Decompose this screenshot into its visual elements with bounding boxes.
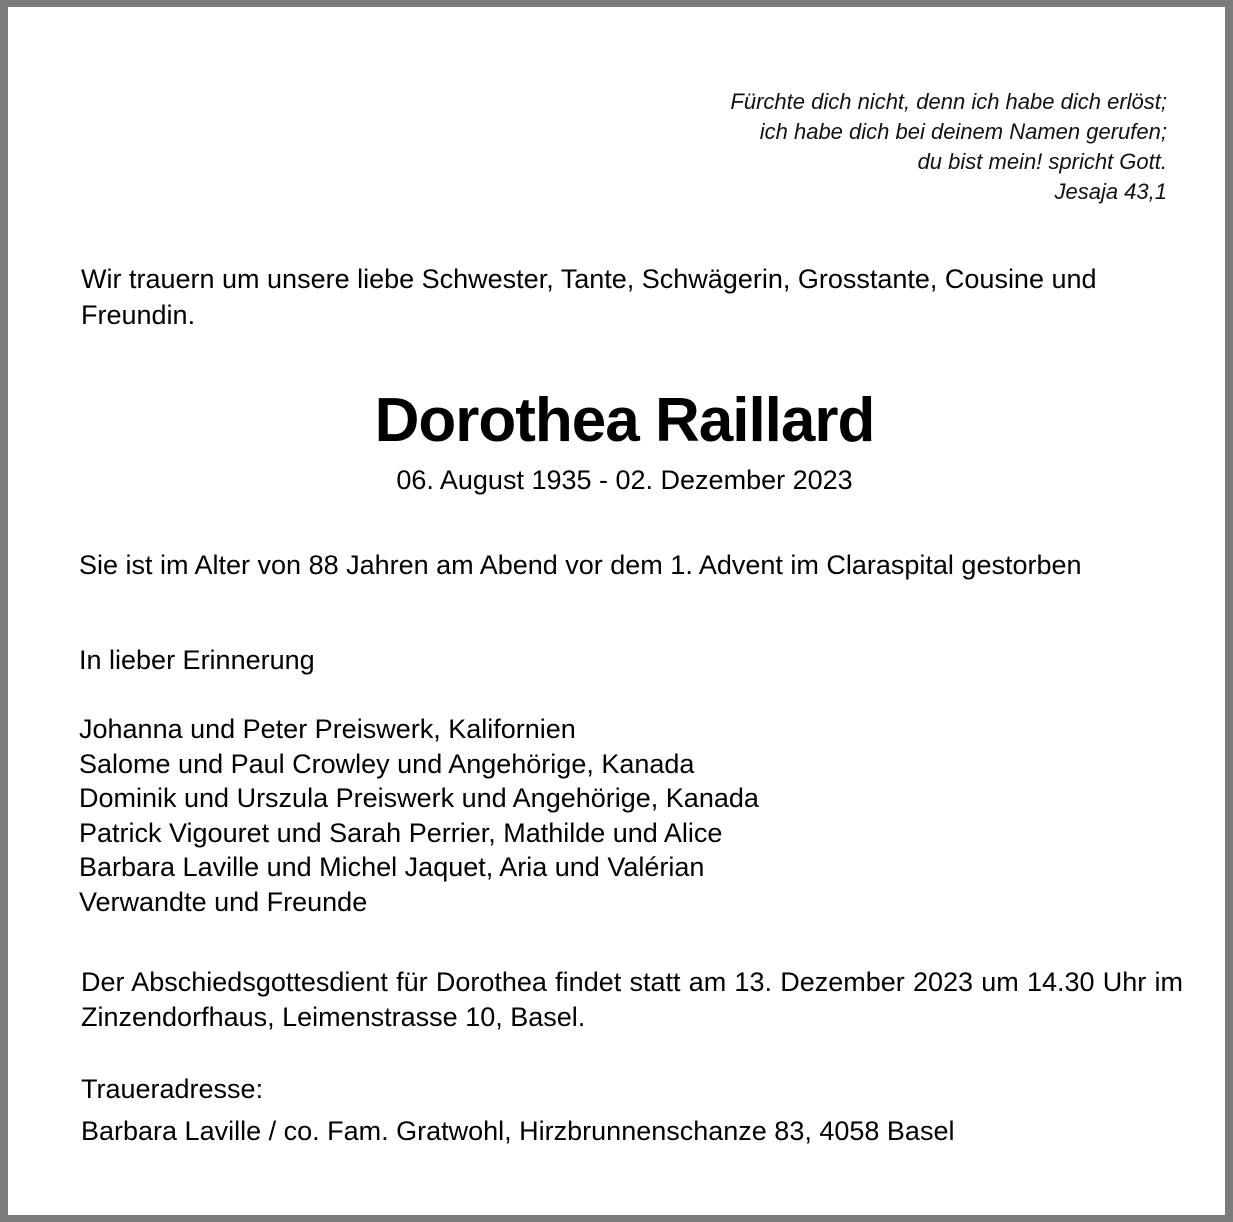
verse-line: ich habe dich bei deinem Namen gerufen; [759, 119, 1167, 144]
memory-heading: In lieber Erinnerung [79, 645, 315, 675]
mourner-entry: Salome und Paul Crowley und Angehörige, Kanada [79, 748, 695, 779]
mourner-entry: Verwandte und Freunde [79, 886, 368, 917]
verse-line: du bist mein! spricht Gott. [917, 149, 1167, 174]
mourner-entry: Barbara Laville und Michel Jaquet, Aria und Valérian [79, 852, 705, 882]
death-note: Sie ist im Alter von 88 Jahren am Abend vor dem 1. Advent im Claraspital gestorben [79, 550, 1082, 580]
deceased-name: Dorothea Raillard [374, 386, 875, 455]
mourner-entry: Patrick Vigouret und Sarah Perrier, Mathilde und Alice [79, 817, 723, 848]
life-dates: 06. August 1935 - 02. Dezember 2023 [396, 465, 853, 495]
bible-verse [730, 87, 1167, 207]
intro-text: Wir trauern um unsere liebe Schwester, Tante, Schwägerin, Grosstante, Cousine und Freundin. [81, 264, 1097, 330]
mourners-list [79, 712, 759, 919]
mourner-entry: Johanna und Peter Preiswerk, Kalifornien [79, 714, 576, 744]
verse-reference: Jesaja 43,1 [1054, 179, 1167, 204]
mourning-address: Barbara Laville / co. Fam. Gratwohl, Hirzbrunnenschanze 83, 4058 Basel [81, 1116, 955, 1146]
verse-line: Fürchte dich nicht, denn ich habe dich erlöst; [730, 89, 1167, 114]
service-details: Der Abschiedsgottesdient für Dorothea findet statt am 13. Dezember 2023 um 14.30 Uhr im Zinzendorfhaus, Leimenstrasse 10, Basel. [81, 967, 1183, 1032]
address-label: Traueradresse: [81, 1074, 264, 1104]
mourner-entry: Dominik und Urszula Preiswerk und Angehörige, Kanada [79, 783, 759, 813]
